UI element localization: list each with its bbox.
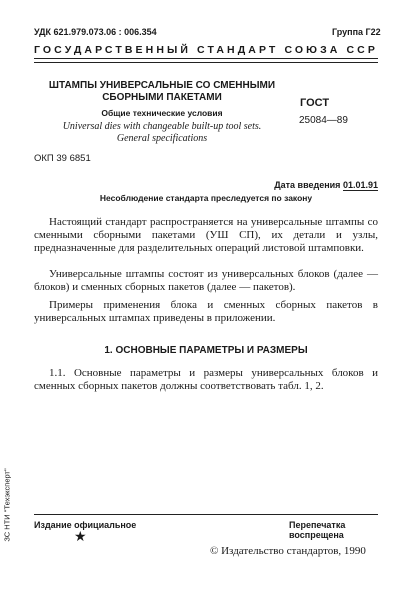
side-stamp-text: ЗС НТИ "Техэксперт" — [2, 468, 12, 542]
english-title-line-1: Universal dies with changeable built-up tool sets. — [62, 121, 262, 132]
introduction-date-value: 01.01.91 — [342, 180, 378, 190]
gost-number: 25084—89 — [299, 115, 348, 126]
document-title — [34, 80, 290, 104]
gost-label: ГОСТ — [300, 97, 330, 109]
reprint-prohibited: Перепечатка воспрещена — [289, 520, 346, 540]
footer-rule — [34, 514, 378, 515]
introduction-date-label: Дата введения — [274, 180, 341, 190]
official-edition: Издание официальное — [34, 520, 137, 530]
introduction-date — [34, 180, 378, 190]
legal-notice: Несоблюдение стандарта преследуется по закону — [99, 193, 313, 203]
state-standard-heading: ГОСУДАРСТВЕННЫЙ СТАНДАРТ СОЮЗА ССР — [34, 44, 378, 56]
udk-code: УДК 621.979.073.06 : 006.354 — [34, 27, 157, 37]
group-code: Группа Г22 — [332, 27, 381, 37]
english-title-line-2: General specifications — [116, 133, 208, 144]
document-subtitle: Общие технические условия — [101, 108, 223, 118]
title-line-2: СБОРНЫМИ ПАКЕТАМИ — [102, 92, 222, 103]
okp-code: ОКП 39 6851 — [34, 153, 91, 164]
paragraph-scope: Настоящий стандарт распространяется на универсальные штампы со сменными сборными пакетами (УШ СП), их детали и узлы, предназначенные для разделительных операций листовой штамповки. — [34, 216, 378, 254]
paragraph-composition: Универсальные штампы состоят из универсальных блоков (далее — блоков) и сменных сборных пакетов (далее — пакетов). — [34, 268, 378, 293]
copyright: © Издательство стандартов, 1990 — [210, 545, 366, 557]
title-line-1: ШТАМПЫ УНИВЕРСАЛЬНЫЕ СО СМЕННЫМИ — [48, 80, 276, 91]
english-title — [34, 121, 290, 145]
section-heading: 1. ОСНОВНЫЕ ПАРАМЕТРЫ И РАЗМЕРЫ — [104, 345, 308, 356]
paragraph-examples: Примеры применения блока и сменных сборных пакетов в универсальных штампах приведены в приложении. — [34, 299, 378, 324]
paragraph-1-1: 1.1. Основные параметры и размеры универсальных блоков и сменных сборных пакетов должны соответствовать табл. 1, 2. — [34, 367, 378, 392]
header-rule-top — [34, 58, 378, 59]
header-rule-bottom — [34, 62, 378, 63]
star-icon: ★ — [74, 530, 87, 545]
side-stamp — [1, 430, 13, 580]
